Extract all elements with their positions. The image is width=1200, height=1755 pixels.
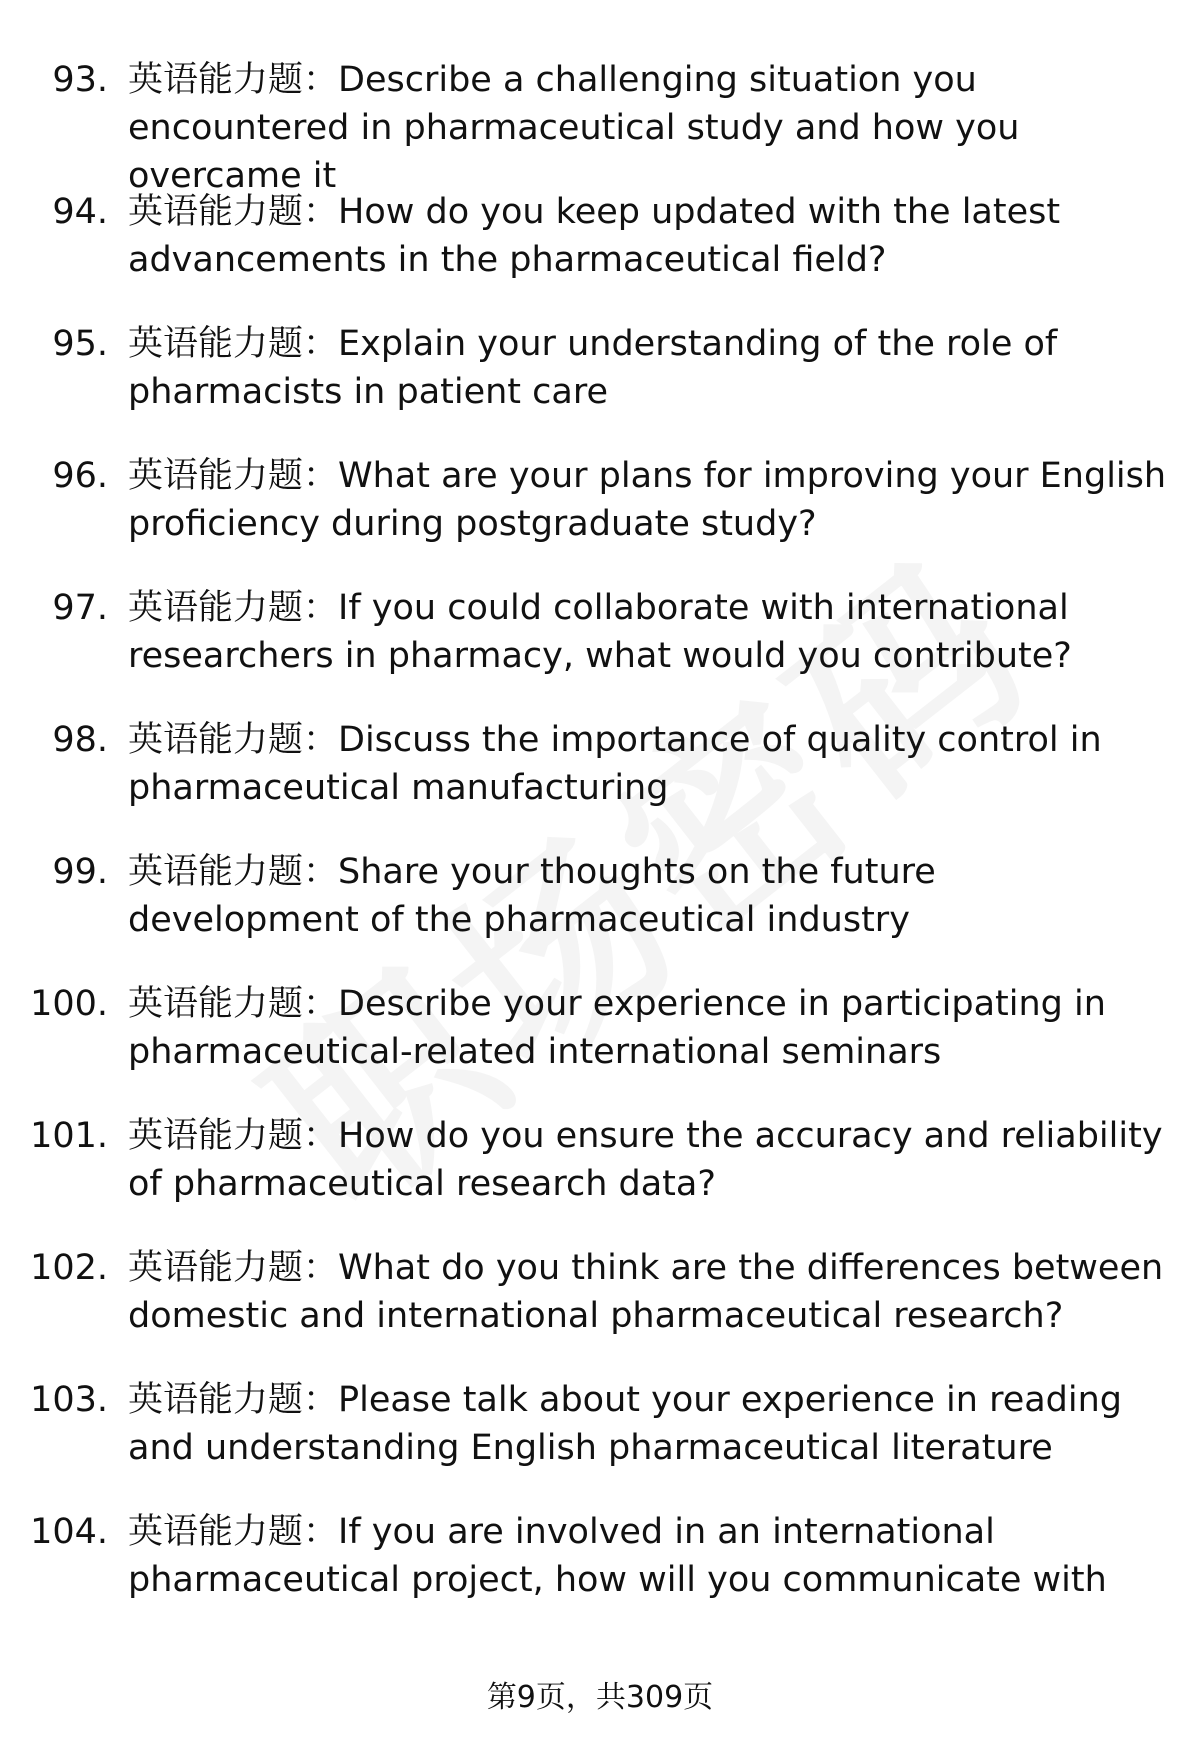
page-footer: 第9页，共309页 — [486, 1680, 714, 1715]
question-text: 英语能力题：Describe your experience in participating in pharmaceutical-related international seminars — [128, 984, 1106, 1072]
question-item — [0, 1376, 1200, 1508]
question-text: 英语能力题：What do you think are the differences between domestic and international pharmaceutical research? — [128, 1248, 1164, 1336]
question-number: 102. — [30, 1248, 108, 1288]
question-number: 98. — [52, 720, 108, 760]
question-number: 94. — [52, 192, 108, 232]
question-item — [0, 980, 1200, 1112]
question-item — [0, 584, 1200, 716]
question-number: 101. — [30, 1116, 108, 1156]
question-item — [0, 1508, 1200, 1640]
question-item — [0, 1112, 1200, 1244]
question-item — [0, 188, 1200, 320]
question-number: 103. — [30, 1380, 108, 1420]
question-number: 104. — [30, 1512, 108, 1552]
question-item — [0, 452, 1200, 584]
question-item — [0, 848, 1200, 980]
question-number: 95. — [52, 324, 108, 364]
question-number: 97. — [52, 588, 108, 628]
question-item — [0, 1244, 1200, 1376]
question-item — [0, 320, 1200, 452]
question-number: 99. — [52, 852, 108, 892]
question-text: 英语能力题：Describe a challenging situation you encountered in pharmaceutical study and how you overcame it — [128, 60, 1020, 196]
question-item — [0, 716, 1200, 848]
question-text: 英语能力题：How do you keep updated with the latest advancements in the pharmaceutical field? — [128, 192, 1061, 280]
question-item — [0, 56, 1200, 196]
question-text: 英语能力题：Share your thoughts on the future development of the pharmaceutical industry — [128, 852, 936, 940]
question-text: 英语能力题：What are your plans for improving your English proficiency during postgraduate study? — [128, 456, 1167, 544]
question-text: 英语能力题：Please talk about your experience in reading and understanding English pharmaceutical literature — [128, 1380, 1123, 1468]
question-text: 英语能力题：If you are involved in an international pharmaceutical project, how will you communicate with — [128, 1512, 1107, 1600]
question-number: 96. — [52, 456, 108, 496]
question-list — [0, 56, 1200, 1640]
question-text: 英语能力题：If you could collaborate with international researchers in pharmacy, what would you contribute? — [128, 588, 1072, 676]
question-text: 英语能力题：How do you ensure the accuracy and reliability of pharmaceutical research data? — [128, 1116, 1163, 1204]
question-text: 英语能力题：Explain your understanding of the role of pharmacists in patient care — [128, 324, 1058, 412]
question-number: 100. — [30, 984, 108, 1024]
question-text: 英语能力题：Discuss the importance of quality control in pharmaceutical manufacturing — [128, 720, 1102, 808]
question-number: 93. — [52, 60, 108, 100]
